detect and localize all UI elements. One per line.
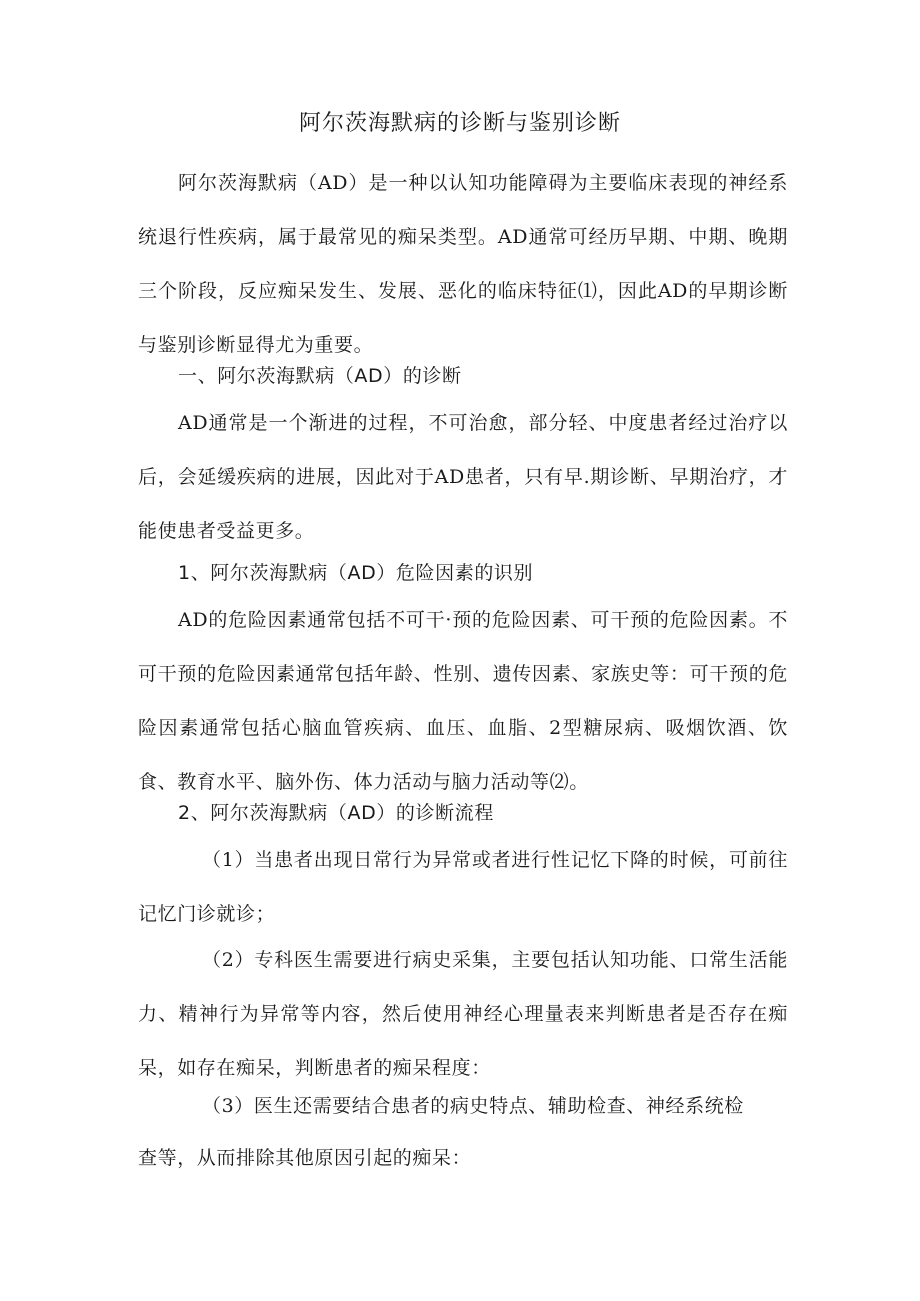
diagnosis-paragraph: AD通常是一个渐进的过程，不可治愈，部分轻、中度患者经过治疗以后，会延缓疾病的进展，因此对于AD患者，只有早.期诊断、早期治疗，才能使患者受益更多。 — [138, 412, 788, 542]
process-step-3-line-1: （3）医生还需要结合患者的病史特点、辅助检查、神经系统检 — [202, 1095, 744, 1117]
subsection-heading-risk-factors: 1、阿尔茨海默病（AD）危险因素的识别 — [178, 562, 534, 584]
process-step-3-line-2: 查等，从而排除其他原因引起的痴呆： — [138, 1147, 472, 1169]
subsection-heading-diagnosis-process: 2、阿尔茨海默病（AD）的诊断流程 — [178, 802, 494, 824]
intro-paragraph: 阿尔茨海默病（AD）是一种以认知功能障碍为主要临床表现的神经系统退行性疾病，属于最常见的痴呆类型。AD通常可经历早期、中期、晚期三个阶段，反应痴呆发生、发展、恶化的临床特征⑴，因此AD的早期诊断与鉴别诊断显得尤为重要。 — [138, 172, 788, 356]
section-heading-diagnosis: 一、阿尔茨海默病（AD）的诊断 — [178, 365, 462, 387]
risk-factors-paragraph: AD的危险因素通常包括不可干·预的危险因素、可干预的危险因素。不可干预的危险因素通常包括年龄、性别、遗传因素、家族史等：可干预的危险因素通常包括心脑血管疾病、血压、血脂、2型糖尿病、吸烟饮酒、饮食、教育水平、脑外伤、体力活动与脑力活动等⑵。 — [138, 609, 788, 793]
process-step-1: （1）当患者出现日常行为异常或者进行性记忆下降的时候，可前往记忆门诊就诊； — [138, 849, 788, 925]
process-step-2: （2）专科医生需要进行病史采集，主要包括认知功能、口常生活能力、精神行为异常等内容，然后使用神经心理量表来判断患者是否存在痴呆，如存在痴呆，判断患者的痴呆程度： — [138, 949, 788, 1079]
document-title: 阿尔茨海默病的诊断与鉴别诊断 — [298, 111, 621, 136]
